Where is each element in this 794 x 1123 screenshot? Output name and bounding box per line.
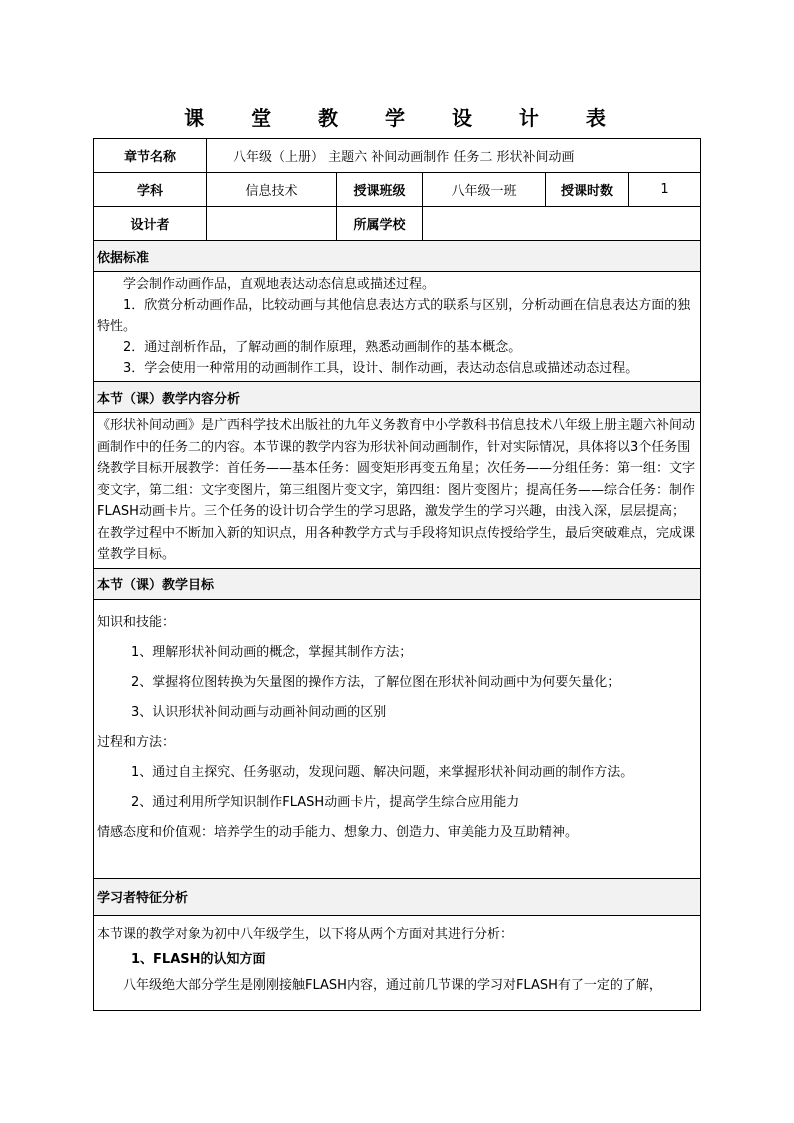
- design-table: [93, 138, 701, 1011]
- knowledge-item: 3、认识形状补间动画与动画补间动画的区别: [131, 704, 387, 720]
- learner-body-row: [94, 915, 701, 1010]
- content-heading-row: [94, 382, 701, 413]
- learner-heading-row: [94, 878, 701, 915]
- content-body-row: [94, 413, 701, 569]
- subject-label: 学科: [94, 173, 207, 207]
- process-item: 1、通过自主探究、任务驱动，发现问题、解决问题，来掌握形状补间动画的制作方法。: [131, 764, 634, 780]
- school-value: [423, 207, 701, 241]
- section-heading-learner: 学习者特征分析: [94, 878, 701, 915]
- learner-intro: 本节课的教学对象为初中八年级学生，以下将从两个方面对其进行分析：: [97, 926, 514, 942]
- page-title: 课 堂 教 学 设 计 表: [184, 106, 626, 130]
- knowledge-item: 1、理解形状补间动画的概念，掌握其制作方法；: [131, 644, 413, 660]
- process-item: 2、通过利用所学知识制作FLASH动画卡片，提高学生综合应用能力: [131, 794, 520, 810]
- basis-line: 学会制作动画作品，直观地表达动态信息或描述过程。: [123, 277, 436, 292]
- basis-line: 2．通过剖析作品，了解动画的制作原理，熟悉动画制作的基本概念。: [123, 340, 522, 355]
- knowledge-label: 知识和技能：: [97, 614, 176, 630]
- hours-value: 1: [629, 173, 701, 207]
- subject-value: 信息技术: [207, 173, 337, 207]
- basis-heading-row: [94, 241, 701, 272]
- content-analysis-body: [94, 413, 701, 569]
- basis-line: 1．欣赏分析动画作品，比较动画与其他信息表达方式的联系与区别，分析动画在信息表达方面的独特性。: [97, 298, 691, 334]
- objectives-body: [94, 599, 701, 878]
- content-analysis-text: 《形状补间动画》是广西科学技术出版社的九年义务教育中小学教科书信息技术八年级上册主题六补间动画制作中的任务二的内容。本节课的教学内容为形状补间动画制作，针对实际情况，具体将以3个任务围绕教学目标开展教学：首任务——基本任务：圆变矩形再变五角星；次任务——分组任务：第一组：文字变文字，第二组：文字变图片，第三组图片变文字，第四组：图片变图片；提高任务——综合任务：制作FLASH动画卡片。三个任务的设计切合学生的学习思路，激发学生的学习兴趣，由浅入深，层层提高；在教学过程中不断加入新的知识点，用各种教学方式与手段将知识点传授给学生，最后突破难点，完成课堂教学目标。: [97, 418, 696, 562]
- chapter-value: 八年级（上册） 主题六 补间动画制作 任务二 形状补间动画: [207, 139, 701, 173]
- designer-label: 设计者: [94, 207, 207, 241]
- emotion-text: 情感态度和价值观：培养学生的动手能力、想象力、创造力、审美能力及互助精神。: [97, 824, 579, 840]
- section-heading-basis: 依据标准: [94, 241, 701, 272]
- basis-line: 3．学会使用一种常用的动画制作工具，设计、制作动画，表达动态信息或描述动态过程。: [123, 361, 639, 376]
- section-heading-objectives: 本节（课）教学目标: [94, 568, 701, 599]
- designer-row: [94, 207, 701, 241]
- class-value: 八年级一班: [423, 173, 546, 207]
- school-label: 所属学校: [337, 207, 423, 241]
- chapter-label: 章节名称: [94, 139, 207, 173]
- section-heading-content-analysis: 本节（课）教学内容分析: [94, 382, 701, 413]
- learner-body: [94, 915, 701, 1010]
- basis-body: [94, 272, 701, 382]
- designer-value: [207, 207, 337, 241]
- learner-subheading: 1、FLASH的认知方面: [131, 951, 266, 967]
- subject-row: [94, 173, 701, 207]
- class-label: 授课班级: [337, 173, 423, 207]
- learner-paragraph: 八年级绝大部分学生是刚刚接触FLASH内容，通过前几节课的学习对FLASH有了一定的了解，: [123, 977, 662, 993]
- objectives-heading-row: [94, 568, 701, 599]
- hours-label: 授课时数: [546, 173, 629, 207]
- chapter-row: [94, 139, 701, 173]
- knowledge-item: 2、掌握将位图转换为矢量图的操作方法，了解位图在形状补间动画中为何要矢量化；: [131, 674, 621, 690]
- basis-body-row: [94, 272, 701, 382]
- process-label: 过程和方法：: [97, 734, 176, 750]
- objectives-body-row: [94, 599, 701, 878]
